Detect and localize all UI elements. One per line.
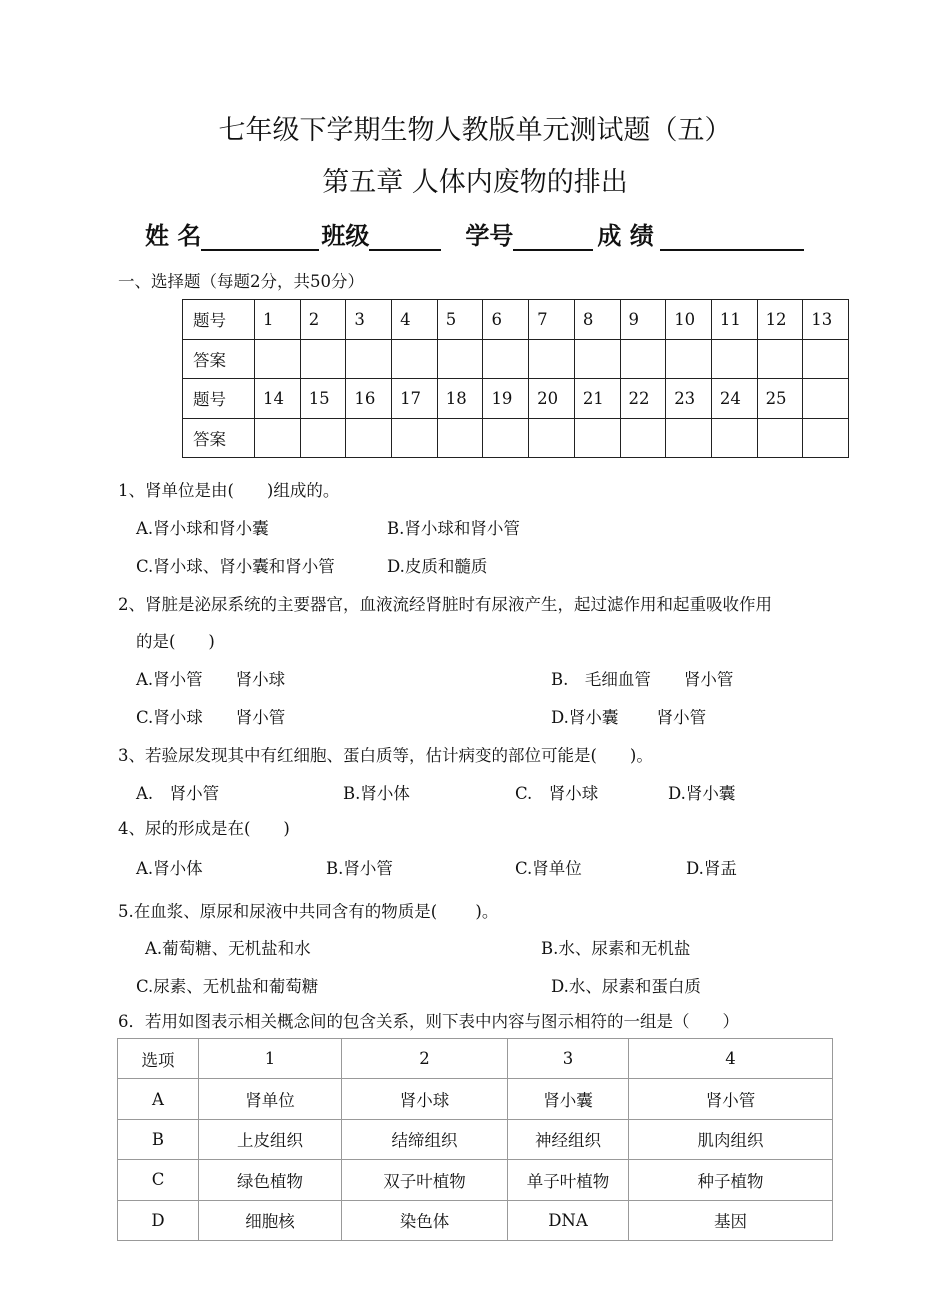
question-number: 12 bbox=[757, 300, 803, 340]
question-number: 25 bbox=[757, 379, 803, 419]
question-stem: 3、若验尿发现其中有红细胞、蛋白质等，估计病变的部位可能是( )。 bbox=[118, 746, 653, 765]
question-stem: 2、肾脏是泌尿系统的主要器官，血液流经肾脏时有尿液产生，起过滤作用和起重吸收作用 bbox=[118, 595, 772, 614]
question-number: 8 bbox=[574, 300, 620, 340]
student-info-line bbox=[145, 216, 806, 251]
table-cell: 上皮组织 bbox=[199, 1119, 342, 1159]
answer-cell[interactable] bbox=[346, 339, 392, 379]
answer-cell[interactable] bbox=[300, 339, 346, 379]
question-number: 9 bbox=[620, 300, 666, 340]
column-header: 1 bbox=[199, 1039, 342, 1079]
row-label: 答案 bbox=[183, 418, 255, 458]
option-b[interactable]: B.肾小体 bbox=[343, 784, 410, 803]
answer-cell[interactable] bbox=[803, 418, 849, 458]
table-cell: 绿色植物 bbox=[199, 1160, 342, 1200]
option-letter: D bbox=[118, 1200, 199, 1240]
question-stem-continued: 的是( ) bbox=[136, 632, 215, 651]
question-number: 6 bbox=[483, 300, 529, 340]
score-blank[interactable] bbox=[660, 223, 804, 251]
table-cell: 染色体 bbox=[342, 1200, 508, 1240]
option-letter: C bbox=[118, 1160, 199, 1200]
question-number: 23 bbox=[666, 379, 712, 419]
question-number: 24 bbox=[711, 379, 757, 419]
answer-cell[interactable] bbox=[255, 339, 301, 379]
id-label: 学号 bbox=[465, 222, 514, 250]
score-label: 成 绩 bbox=[597, 222, 654, 250]
option-a[interactable]: A.肾小球和肾小囊 bbox=[136, 519, 269, 538]
question-number: 1 bbox=[255, 300, 301, 340]
section-heading: 一、选择题（每题2分，共50分） bbox=[118, 272, 364, 291]
answer-cell[interactable] bbox=[666, 418, 712, 458]
question-number: 10 bbox=[666, 300, 712, 340]
question-number: 15 bbox=[300, 379, 346, 419]
answer-cell[interactable] bbox=[711, 418, 757, 458]
option-b[interactable]: B.肾小球和肾小管 bbox=[387, 519, 520, 538]
answer-cell[interactable] bbox=[529, 339, 575, 379]
answer-cell[interactable] bbox=[666, 339, 712, 379]
question-number: 2 bbox=[300, 300, 346, 340]
option-b[interactable]: B.肾小管 bbox=[326, 859, 393, 878]
name-blank[interactable] bbox=[201, 223, 319, 251]
table-cell: 单子叶植物 bbox=[508, 1160, 629, 1200]
option-a[interactable]: A.葡萄糖、无机盐和水 bbox=[145, 939, 311, 958]
name-label: 姓 名 bbox=[145, 222, 202, 250]
table-header-row bbox=[118, 1039, 833, 1079]
table-cell: 种子植物 bbox=[629, 1160, 833, 1200]
column-header: 选项 bbox=[118, 1039, 199, 1079]
answer-cell[interactable] bbox=[711, 339, 757, 379]
table-row[interactable] bbox=[118, 1079, 833, 1119]
answer-cell[interactable] bbox=[803, 339, 849, 379]
option-b[interactable]: B. 毛细血管 肾小管 bbox=[551, 670, 734, 689]
answer-cell[interactable] bbox=[483, 418, 529, 458]
table-row[interactable] bbox=[118, 1119, 833, 1159]
table-cell: 结缔组织 bbox=[342, 1119, 508, 1159]
chapter-subtitle: 第五章 人体内废物的排出 bbox=[322, 167, 628, 198]
answer-cell[interactable] bbox=[483, 339, 529, 379]
answer-cell[interactable] bbox=[757, 339, 803, 379]
question-stem: 6．若用如图表示相关概念间的包含关系，则下表中内容与图示相符的一组是（ ） bbox=[118, 1012, 739, 1031]
exam-title: 七年级下学期生物人教版单元测试题（五） bbox=[218, 115, 732, 146]
answer-cell[interactable] bbox=[437, 418, 483, 458]
answer-cell[interactable] bbox=[346, 418, 392, 458]
number-row bbox=[183, 300, 849, 340]
table-row[interactable] bbox=[118, 1160, 833, 1200]
question-number: 4 bbox=[392, 300, 438, 340]
option-letter: B bbox=[118, 1119, 199, 1159]
option-c[interactable]: C.肾小球、肾小囊和肾小管 bbox=[136, 557, 335, 576]
row-label: 答案 bbox=[183, 339, 255, 379]
answer-cell[interactable] bbox=[757, 418, 803, 458]
table-cell: DNA bbox=[508, 1200, 629, 1240]
option-a[interactable]: A. 肾小管 bbox=[136, 784, 220, 803]
question-number: 13 bbox=[803, 300, 849, 340]
answer-cell[interactable] bbox=[300, 418, 346, 458]
table-cell: 肾单位 bbox=[199, 1079, 342, 1119]
answer-cell[interactable] bbox=[574, 339, 620, 379]
table-cell: 双子叶植物 bbox=[342, 1160, 508, 1200]
question-number: 21 bbox=[574, 379, 620, 419]
question-number: 5 bbox=[437, 300, 483, 340]
answer-cell[interactable] bbox=[620, 339, 666, 379]
class-label: 班级 bbox=[321, 222, 370, 250]
question-number: 3 bbox=[346, 300, 392, 340]
question-number bbox=[803, 379, 849, 419]
option-c[interactable]: C.肾单位 bbox=[515, 859, 582, 878]
question-number: 22 bbox=[620, 379, 666, 419]
table-cell: 细胞核 bbox=[199, 1200, 342, 1240]
answer-cell[interactable] bbox=[574, 418, 620, 458]
answer-cell[interactable] bbox=[255, 418, 301, 458]
answer-cell[interactable] bbox=[392, 418, 438, 458]
option-c[interactable]: C.尿素、无机盐和葡萄糖 bbox=[136, 977, 319, 996]
question-number: 18 bbox=[437, 379, 483, 419]
column-header: 2 bbox=[342, 1039, 508, 1079]
option-d[interactable]: D.肾小囊 bbox=[668, 784, 736, 803]
class-blank[interactable] bbox=[369, 223, 441, 251]
answer-cell[interactable] bbox=[620, 418, 666, 458]
question-number: 17 bbox=[392, 379, 438, 419]
option-b[interactable]: B.水、尿素和无机盐 bbox=[541, 939, 691, 958]
table-cell: 肾小球 bbox=[342, 1079, 508, 1119]
id-blank[interactable] bbox=[513, 223, 593, 251]
column-header: 4 bbox=[629, 1039, 833, 1079]
question-number: 7 bbox=[529, 300, 575, 340]
option-d[interactable]: D.肾盂 bbox=[686, 859, 737, 878]
answer-row bbox=[183, 418, 849, 458]
question-number: 11 bbox=[711, 300, 757, 340]
row-label: 题号 bbox=[183, 379, 255, 419]
option-c[interactable]: C. 肾小球 bbox=[515, 784, 599, 803]
option-a[interactable]: A.肾小体 bbox=[136, 859, 203, 878]
option-a[interactable]: A.肾小管 肾小球 bbox=[136, 670, 286, 689]
concept-table bbox=[117, 1038, 833, 1241]
table-cell: 肾小管 bbox=[629, 1079, 833, 1119]
question-number: 14 bbox=[255, 379, 301, 419]
table-cell: 神经组织 bbox=[508, 1119, 629, 1159]
question-stem: 5.在血浆、原尿和尿液中共同含有的物质是( )。 bbox=[118, 902, 499, 921]
answer-row bbox=[183, 339, 849, 379]
question-stem: 1、肾单位是由( )组成的。 bbox=[118, 481, 340, 500]
question-number: 20 bbox=[529, 379, 575, 419]
column-header: 3 bbox=[508, 1039, 629, 1079]
question-stem: 4、尿的形成是在( ) bbox=[118, 819, 290, 838]
question-number: 16 bbox=[346, 379, 392, 419]
table-cell: 基因 bbox=[629, 1200, 833, 1240]
row-label: 题号 bbox=[183, 300, 255, 340]
option-d[interactable]: D.肾小囊 肾小管 bbox=[551, 708, 707, 727]
table-cell: 肌肉组织 bbox=[629, 1119, 833, 1159]
option-d[interactable]: D.水、尿素和蛋白质 bbox=[551, 977, 701, 996]
table-row[interactable] bbox=[118, 1200, 833, 1240]
question-number: 19 bbox=[483, 379, 529, 419]
answer-cell[interactable] bbox=[529, 418, 575, 458]
answer-grid bbox=[182, 299, 849, 458]
table-cell: 肾小囊 bbox=[508, 1079, 629, 1119]
number-row bbox=[183, 379, 849, 419]
answer-cell[interactable] bbox=[437, 339, 483, 379]
answer-cell[interactable] bbox=[392, 339, 438, 379]
option-d[interactable]: D.皮质和髓质 bbox=[387, 557, 488, 576]
option-c[interactable]: C.肾小球 肾小管 bbox=[136, 708, 286, 727]
option-letter: A bbox=[118, 1079, 199, 1119]
